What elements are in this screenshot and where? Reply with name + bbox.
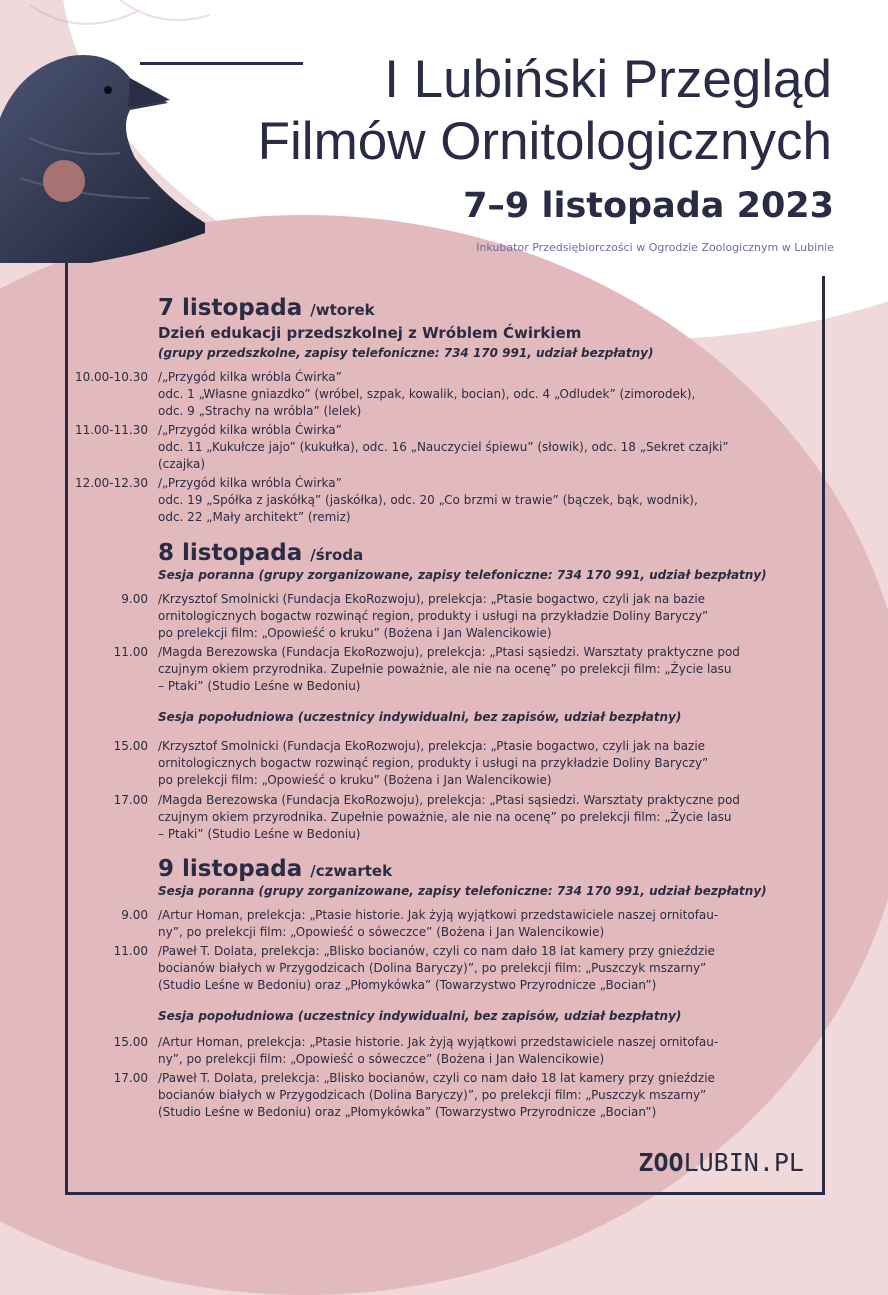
session-line: /Paweł T. Dolata, prelekcja: „Blisko bocianów, czyli co nam dało 18 lat kamery przy gnieździe [158, 1071, 715, 1085]
session-line: /„Przygód kilka wróbla Ćwirka” [158, 423, 342, 437]
session-line: po prelekcji film: „Opowieść o kruku” (Bożena i Jan Walencikowie) [158, 773, 552, 787]
session-line: odc. 9 „Strachy na wróbla” (lelek) [158, 404, 362, 418]
session-time: 12.00-12.30 [74, 476, 148, 490]
event-dates: 7–9 listopada 2023 [463, 186, 834, 226]
page-title-line2: Filmów Ornitologicznych [257, 112, 832, 171]
session-line: /Krzysztof Smolnicki (Fundacja EkoRozwoju), prelekcja: „Ptasie bogactwo, czyli jak na bazie [158, 592, 706, 606]
session-time: 9.00 [121, 592, 148, 606]
session-line: /Magda Berezowska (Fundacja EkoRozwoju), prelekcja: „Ptasi sąsiedzi. Warsztaty praktyczne pod [158, 793, 740, 807]
session-time: 9.00 [121, 908, 148, 922]
zoolubin-logo[interactable] [638, 1148, 804, 1177]
session-time: 11.00 [113, 645, 148, 659]
session-time: 15.00 [113, 739, 148, 753]
session-line: /„Przygód kilka wróbla Ćwirka” [158, 370, 342, 384]
session-group-note: Sesja popołudniowa (uczestnicy indywidualni, bez zapisów, udział bezpłatny) [158, 1009, 682, 1023]
session-line: /„Przygód kilka wróbla Ćwirka” [158, 476, 342, 490]
session-line: /Artur Homan, prelekcja: „Ptasie historie. Jak żyją wyjątkowi przedstawiciele naszej ornitofau- [158, 908, 719, 922]
frame-bottom-line [65, 1192, 825, 1195]
session-line: ornitologicznych bogactw rozwinąć region, produkty i usługi na przykładzie Doliny Baryczy” [158, 756, 709, 770]
day-date: 8 listopada [158, 540, 303, 566]
logo-rest: LUBIN.PL [683, 1148, 804, 1177]
session-line: (czajka) [158, 457, 206, 471]
session-time: 11.00-11.30 [74, 423, 148, 437]
session-line: odc. 19 „Spółka z jaskółką” (jaskółka), odc. 20 „Co brzmi w trawie” (bączek, bąk, wodnik), [158, 493, 698, 507]
frame-right-line [822, 276, 825, 1195]
session-line: ny”, po prelekcji film: „Opowieść o sóweczce” (Bożena i Jan Walencikowie) [158, 1052, 605, 1066]
session-line: odc. 11 „Kukułcze jajo” (kukułka), odc. 16 „Nauczyciel śpiewu” (słowik), odc. 18 „Sekret czajki” [158, 440, 729, 454]
day-date: 7 listopada [158, 295, 303, 321]
session-line: (Studio Leśne w Bedoniu) oraz „Płomykówka” (Towarzystwo Przyrodnicze „Bocian”) [158, 1105, 657, 1119]
session-group-note: Sesja poranna (grupy zorganizowane, zapisy telefoniczne: 734 170 991, udział bezpłatny) [158, 884, 767, 898]
session-line: – Ptaki” (Studio Leśne w Bedoniu) [158, 827, 361, 841]
session-line: czujnym okiem przyrodnika. Zupełnie poważnie, ale nie na ocenę” po prelekcji film: „Życie lasu [158, 662, 732, 676]
event-venue: Inkubator Przedsiębiorczości w Ogrodzie Zoologicznym w Lubinie [476, 241, 834, 254]
session-group-note: Sesja poranna (grupy zorganizowane, zapisy telefoniczne: 734 170 991, udział bezpłatny) [158, 568, 767, 582]
session-line: (Studio Leśne w Bedoniu) oraz „Płomykówka” (Towarzystwo Przyrodnicze „Bocian”) [158, 978, 657, 992]
session-group-note: Sesja popołudniowa (uczestnicy indywidualni, bez zapisów, udział bezpłatny) [158, 710, 682, 724]
session-line: odc. 22 „Mały architekt” (remiz) [158, 510, 351, 524]
session-line: /Magda Berezowska (Fundacja EkoRozwoju), prelekcja: „Ptasi sąsiedzi. Warsztaty praktyczne pod [158, 645, 740, 659]
day-heading [158, 540, 363, 566]
session-line: – Ptaki” (Studio Leśne w Bedoniu) [158, 679, 361, 693]
accent-dot [43, 160, 85, 202]
session-time: 17.00 [113, 1071, 148, 1085]
day-heading [158, 856, 392, 882]
session-time: 15.00 [113, 1035, 148, 1049]
session-line: /Artur Homan, prelekcja: „Ptasie historie. Jak żyją wyjątkowi przedstawiciele naszej ornitofau- [158, 1035, 719, 1049]
day-note: (grupy przedszkolne, zapisy telefoniczne: 734 170 991, udział bezpłatny) [158, 346, 654, 360]
session-line: ornitologicznych bogactw rozwinąć region, produkty i usługi na przykładzie Doliny Baryczy” [158, 609, 709, 623]
session-line: bocianów białych w Przygodzicach (Dolina Baryczy)”, po prelekcji film: „Puszczyk mszarny” [158, 1088, 707, 1102]
raven-illustration-icon [0, 48, 210, 263]
session-line: odc. 1 „Własne gniazdko” (wróbel, szpak, kowalik, bocian), odc. 4 „Odludek” (zimorodek), [158, 387, 696, 401]
session-time: 10.00-10.30 [74, 370, 148, 384]
day-weekday: /czwartek [310, 862, 393, 880]
day-date: 9 listopada [158, 856, 303, 882]
day-subtitle: Dzień edukacji przedszkolnej z Wróblem Ćwirkiem [158, 324, 582, 342]
session-line: ny”, po prelekcji film: „Opowieść o sóweczce” (Bożena i Jan Walencikowie) [158, 925, 605, 939]
session-time: 11.00 [113, 944, 148, 958]
session-line: /Paweł T. Dolata, prelekcja: „Blisko bocianów, czyli co nam dało 18 lat kamery przy gnieździe [158, 944, 715, 958]
frame-left-line [65, 185, 68, 1195]
session-line: po prelekcji film: „Opowieść o kruku” (Bożena i Jan Walencikowie) [158, 626, 552, 640]
logo-bold: ZOO [638, 1148, 684, 1177]
day-weekday: /środa [310, 546, 364, 564]
session-line: bocianów białych w Przygodzicach (Dolina Baryczy)”, po prelekcji film: „Puszczyk mszarny” [158, 961, 707, 975]
day-heading [158, 295, 375, 321]
session-line: czujnym okiem przyrodnika. Zupełnie poważnie, ale nie na ocenę” po prelekcji film: „Życie lasu [158, 810, 732, 824]
session-time: 17.00 [113, 793, 148, 807]
page-title-line1: I Lubiński Przegląd [384, 50, 832, 109]
session-line: /Krzysztof Smolnicki (Fundacja EkoRozwoju), prelekcja: „Ptasie bogactwo, czyli jak na bazie [158, 739, 706, 753]
day-weekday: /wtorek [310, 301, 375, 319]
